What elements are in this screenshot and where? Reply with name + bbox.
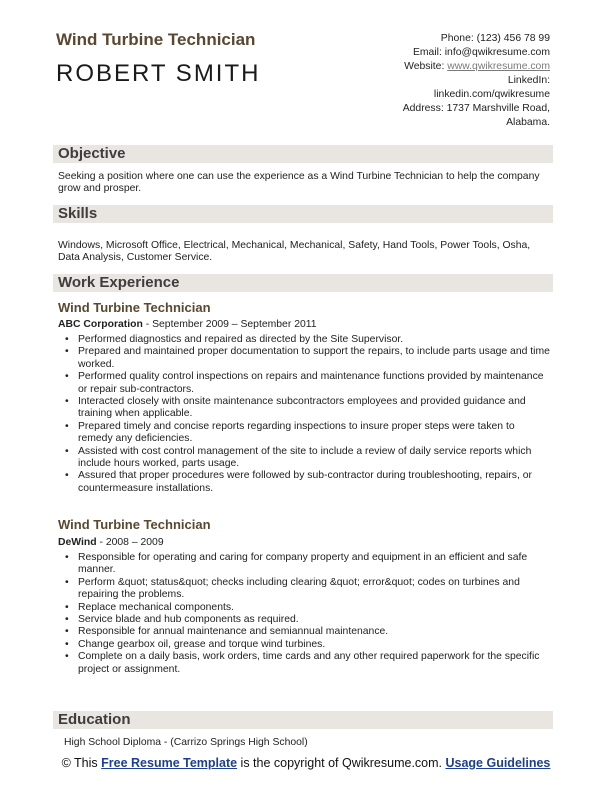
phone-value: (123) 456 78 99 <box>476 33 550 44</box>
job-1-role: Wind Turbine Technician <box>58 300 211 315</box>
list-item: • Perform &quot; status&quot; checks including clearing &quot; error&quot; codes on turbines and repairing the problems. <box>58 577 550 602</box>
contact-website <box>403 60 550 74</box>
job-1-bullets <box>58 334 550 495</box>
objective-heading: Objective <box>53 145 553 163</box>
website-link[interactable]: www.qwikresume.com <box>447 61 550 72</box>
list-item: • Service blade and hub components as required. <box>58 614 550 626</box>
objective-text: Seeking a position where one can use the experience as a Wind Turbine Technician to help the company grow and prosper. <box>58 171 540 195</box>
footer-middle: is the copyright of Qwikresume.com. <box>237 756 446 770</box>
job-2-dates: - 2008 – 2009 <box>96 537 164 548</box>
list-item: • Complete on a daily basis, work orders, time cards and any other required paperwork for the specific project or assignment. <box>58 651 550 676</box>
education-text: High School Diploma - (Carrizo Springs High School) <box>64 737 308 748</box>
contact-linkedin-label: LinkedIn: <box>507 75 550 86</box>
list-item: • Prepared timely and concise reports regarding inspections to insure proper steps were taken to remedy any deficiencies. <box>58 421 550 446</box>
email-value: info@qwikresume.com <box>444 47 550 58</box>
contact-email <box>403 46 550 60</box>
list-item: • Responsible for annual maintenance and semiannual maintenance. <box>58 626 550 638</box>
job-1-company: ABC Corporation <box>58 319 143 330</box>
phone-label: Phone: <box>440 33 474 44</box>
free-resume-template-link[interactable]: Free Resume Template <box>101 756 238 770</box>
list-item: • Interacted closely with onsite maintenance subcontractors employees and provided guidance and training when applicable. <box>58 396 550 421</box>
skills-heading: Skills <box>53 205 553 223</box>
job-1-company-line <box>58 319 317 330</box>
footer-prefix: © This <box>61 756 102 770</box>
work-experience-heading: Work Experience <box>53 274 553 292</box>
website-label: Website: <box>404 61 445 72</box>
contact-block <box>403 32 550 130</box>
list-item: • Change gearbox oil, grease and torque wind turbines. <box>58 639 550 651</box>
address-label: Address: <box>402 103 444 114</box>
candidate-name: ROBERT SMITH <box>56 60 261 87</box>
list-item: • Prepared and maintained proper documentation to support the repairs, to include parts usage and time worked. <box>58 346 550 371</box>
job-2-company: DeWind <box>58 537 97 548</box>
list-item: • Performed quality control inspections on repairs and maintenance functions provided by maintenance or repair sub-contractors. <box>58 371 550 396</box>
job-2-company-line <box>58 537 164 548</box>
copyright-footer <box>56 756 556 770</box>
email-label: Email: <box>412 47 442 58</box>
contact-address-line2: Alabama. <box>506 117 550 128</box>
job-2-bullets <box>58 552 550 676</box>
list-item: • Performed diagnostics and repaired as directed by the Site Supervisor. <box>58 334 550 346</box>
list-item: • Assured that proper procedures were followed by sub-contractor during troubleshooting, repairs, or countermeasure installations. <box>58 470 550 495</box>
education-heading: Education <box>53 711 553 729</box>
job-1-dates: - September 2009 – September 2011 <box>142 319 317 330</box>
header-job-title: Wind Turbine Technician <box>56 30 256 49</box>
skills-text: Windows, Microsoft Office, Electrical, Mechanical, Mechanical, Safety, Hand Tools, Power Tools, Osha, Data Analysis, Customer Service. <box>58 240 531 264</box>
resume-header <box>56 30 556 130</box>
list-item: • Responsible for operating and caring for company property and equipment in an efficient and safe manner. <box>58 552 550 577</box>
contact-linkedin-value: linkedin.com/qwikresume <box>433 89 550 100</box>
contact-address <box>403 102 550 116</box>
address-line1: 1737 Marshville Road, <box>446 103 550 114</box>
list-item: • Replace mechanical components. <box>58 602 550 614</box>
contact-phone <box>403 32 550 46</box>
job-2-role: Wind Turbine Technician <box>58 517 211 532</box>
list-item: • Assisted with cost control management of the site to include a review of daily service reports which include hours worked, parts usage. <box>58 446 550 471</box>
usage-guidelines-link[interactable]: Usage Guidelines <box>445 756 551 770</box>
